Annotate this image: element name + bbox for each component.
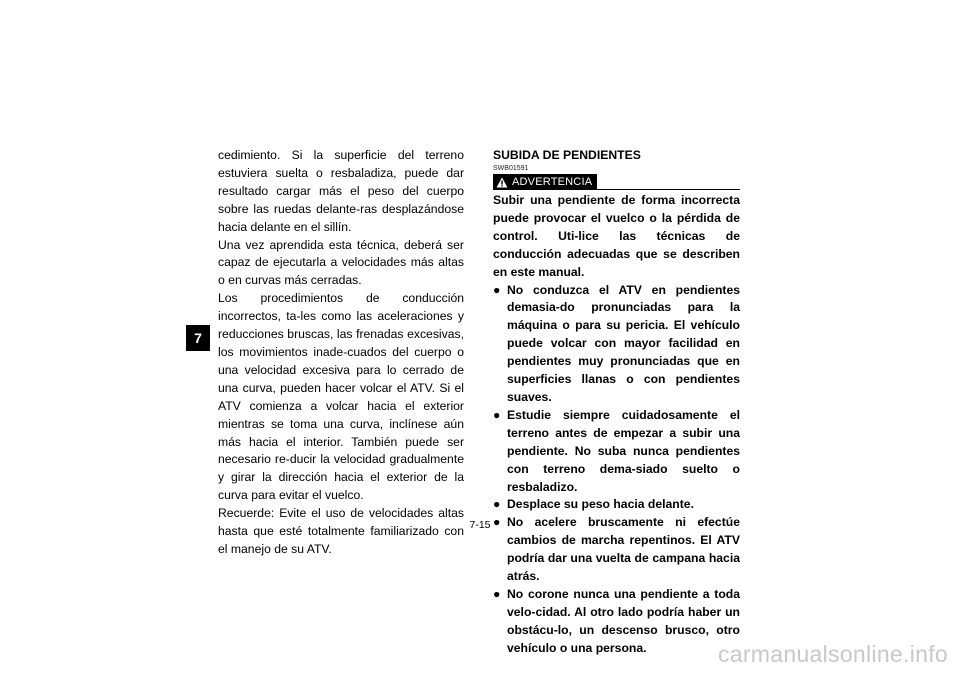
bullet-text: No acelere bruscamente ni efectúe cambios de marcha repentinos. El ATV podría dar una vuelta de campana hacia atrás. (507, 515, 740, 584)
section-code: SWB01591 (493, 165, 529, 172)
right-column (493, 147, 740, 658)
paragraph: cedimiento. Si la superficie del terreno estuviera suelta o resbaladiza, puede dar resultado cargar más el peso del cuerpo sobre las ruedas delante-ras desplazándose hacia delante en el sillín. (218, 148, 464, 234)
bullet-item (493, 282, 740, 407)
watermark: carmanualsonline.info (717, 641, 948, 667)
warning-bullets (493, 282, 740, 658)
bullet-text: No corone nunca una pendiente a toda velo-cidad. Al otro lado podría haber un obstácu-lo, un descenso brusco, otro vehículo o una persona. (507, 586, 740, 655)
bullet-item (493, 586, 740, 658)
left-column (218, 147, 464, 559)
paragraph: Recuerde: Evite el uso de velocidades altas hasta que esté totalmente familiarizado con el manejo de su ATV. (218, 506, 464, 556)
bullet-icon: ● (493, 515, 501, 530)
warning-badge (493, 174, 597, 190)
paragraph: Los procedimientos de conducción incorrectos, ta-les como las aceleraciones y reducciones bruscas, las frenadas excesivas, los movimientos inade-cuados del cuerpo o una velocidad excesiva para lo cerrado de una curva, pueden hacer volcar el ATV. Si el ATV comienza a volcar hacia el exterior mientras se toma una curva, inclínese aún más hacia el interior. También puede ser necesario re-ducir la velocidad gradualmente y girar la dirección hacia el exterior de la curva para evitar el vuelco. (218, 291, 464, 503)
warning-intro: Subir una pendiente de forma incorrecta puede provocar el vuelco o la pérdida de control. Uti-lice las técnicas de conducción adecuadas que se describen en este manual. (493, 193, 740, 279)
bullet-text: Desplace su peso hacia delante. (507, 497, 694, 512)
page-number: 7-15 (469, 519, 491, 531)
chapter-tab: 7 (186, 325, 210, 351)
bullet-item (493, 407, 740, 497)
bullet-icon: ● (493, 407, 501, 422)
warning-triangle-icon (496, 177, 508, 188)
warning-header (493, 174, 740, 190)
paragraph: Una vez aprendida esta técnica, deberá ser capaz de ejecutarla a velocidades más altas o en curvas más cerradas. (218, 237, 464, 288)
bullet-item (493, 496, 740, 514)
section-title: SUBIDA DE PENDIENTES (493, 148, 641, 162)
warning-body (493, 192, 740, 658)
bullet-icon: ● (493, 586, 501, 601)
warning-label: ADVERTENCIA (512, 176, 593, 188)
bullet-icon: ● (493, 282, 501, 297)
bullet-icon: ● (493, 497, 501, 512)
bullet-item (493, 514, 740, 586)
warning-rule (597, 189, 740, 190)
bullet-text: Estudie siempre cuidadosamente el terreno antes de empezar a subir una pendiente. No suba nunca pendientes con terreno dema-siado suelto o resbaladizo. (507, 407, 740, 494)
bullet-text: No conduzca el ATV en pendientes demasia-do pronunciadas para la máquina o para su pericia. El vehículo puede volcar con mayor facilidad en pendientes muy pronunciadas que en superficies llanas o con pendientes suaves. (507, 282, 740, 404)
